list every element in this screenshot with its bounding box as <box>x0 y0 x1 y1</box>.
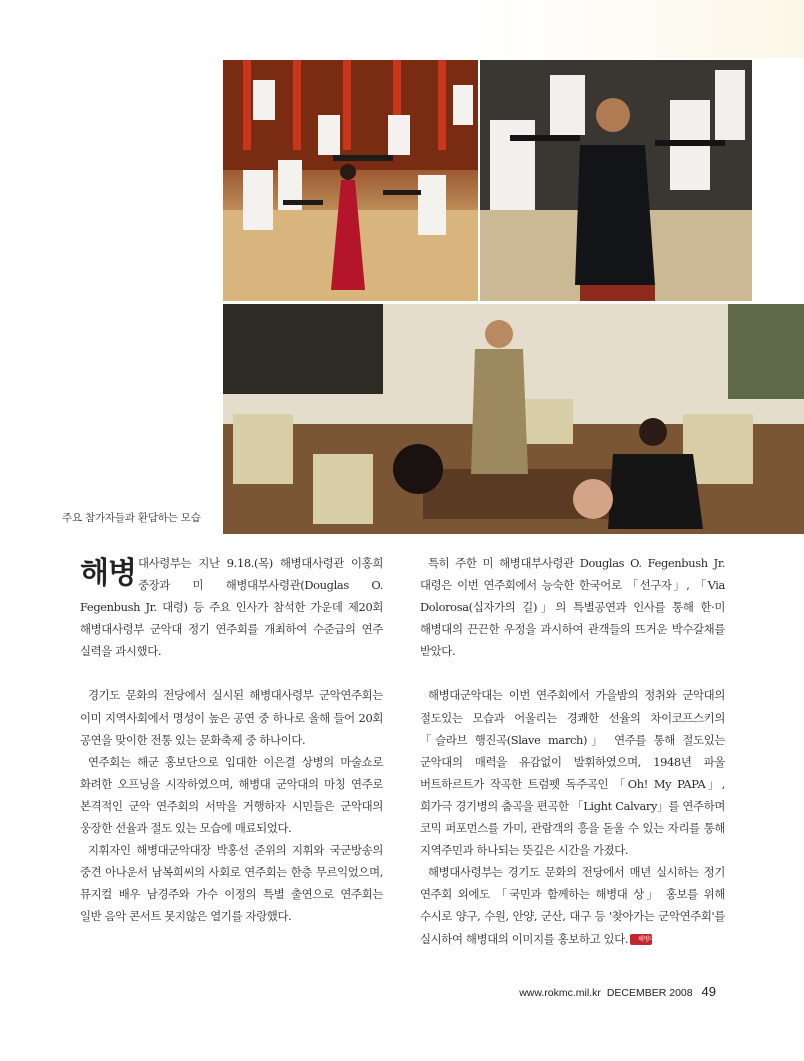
paragraph-text: 해병대사령부는 경기도 문화의 전당에서 매년 실시하는 정기 연주회 외에도 「국민과 함께하는 해병대 상」 홍보를 위해 수시로 양구, 수원, 안양, 군산, 대구 등 '찾아가는 군악연주회'를 실시하여 해병대의 이미지를 홍보하고 있다. <box>420 865 725 946</box>
article-paragraph-7 <box>420 861 725 949</box>
article-paragraph-4: 지휘자인 해병대군악대장 박홍선 준위의 지휘와 국군방송의 중견 아나운서 남복희씨의 사회로 연주회는 한층 무르익었으며, 뮤지컬 배우 남경주와 가수 이정의 특별 출연으로 연주회는 일반 음악 콘서트 못지않은 열기를 자랑했다. <box>80 843 383 924</box>
page-corner-tint <box>0 0 804 58</box>
article-paragraph-3: 연주회는 해군 홍보단으로 입대한 이은결 상병의 마술쇼로 화려한 오프닝을 시작하였으며, 해병대 군악대의 마칭 연주로 본격적인 군악 연주회의 서막을 거행하자 시민들은 군악대의 웅장한 선율과 절도 있는 모습에 매료되었다. <box>80 754 383 836</box>
article-paragraph-2: 경기도 문화의 전당에서 실시된 해병대사령부 군악연주회는 이미 지역사회에서 명성이 높은 공연 중 하나로 올해 들어 20회 공연을 맞이한 전통 있는 문화축제 중 하나이다. <box>80 688 383 747</box>
photo-caption: 주요 참가자들과 환담하는 모습 <box>62 512 201 524</box>
paragraph-text: 대사령부는 지난 9.18.(목) 해병대사령관 이홍희 중장과 미 해병대부사령관(Douglas O. Fegenbush Jr. 대령) 등 주요 인사가 참석한 가운데 제20회 해병대사령부 군악대 정기 연주회를 개최하여 수준급의 연주 실력을 과시했다. <box>80 556 383 659</box>
article-paragraph-6: 해병대군악대는 이번 연주회에서 가을밤의 정취와 군악대의 절도있는 모습과 어울리는 경쾌한 선율의 차이코프스키의 「슬라브 행진곡(Slave march)」 연주를 통해 절도있는 군악대의 매력을 유감없이 발휘하였으며, 1948년 파울 버트하르트가 작곡한 트럼펫 독주곡인 「Oh! My PAPA」, 희가극 경기병의 춤곡을 편곡한 「Light Calvary」를 연주하며 코믹 퍼포먼스를 가미, 관람객의 흥을 돋울 수 있는 자리를 통해 지역주민과 하나되는 뜻깊은 시간을 가졌다. <box>420 688 725 858</box>
orchestra-concert-photo <box>223 60 478 301</box>
page-number: 49 <box>701 984 716 999</box>
marine-logo-badge: 해병대 <box>630 934 652 945</box>
article-paragraph-1 <box>80 552 383 662</box>
reception-photo <box>223 304 804 534</box>
article-paragraph-5: 특히 주한 미 해병대부사령관 Douglas O. Fegenbush Jr. 대령은 이번 연주회에서 능숙한 한국어로 「선구자」, 「Via Dolorosa(십자가의 길)」의 특별공연과 인사를 통해 한·미 해병대의 끈끈한 우정을 과시하여 관객들의 뜨거운 박수갈채를 받았다. <box>420 556 725 659</box>
footer-issue: DECEMBER 2008 <box>606 987 693 999</box>
footer-url: www.rokmc.mil.kr <box>519 987 601 999</box>
article-column-left <box>80 552 383 928</box>
page-footer <box>519 984 716 999</box>
singer-performance-photo <box>480 60 752 301</box>
article-column-right <box>420 552 725 950</box>
dropcap: 해병 <box>80 556 136 591</box>
